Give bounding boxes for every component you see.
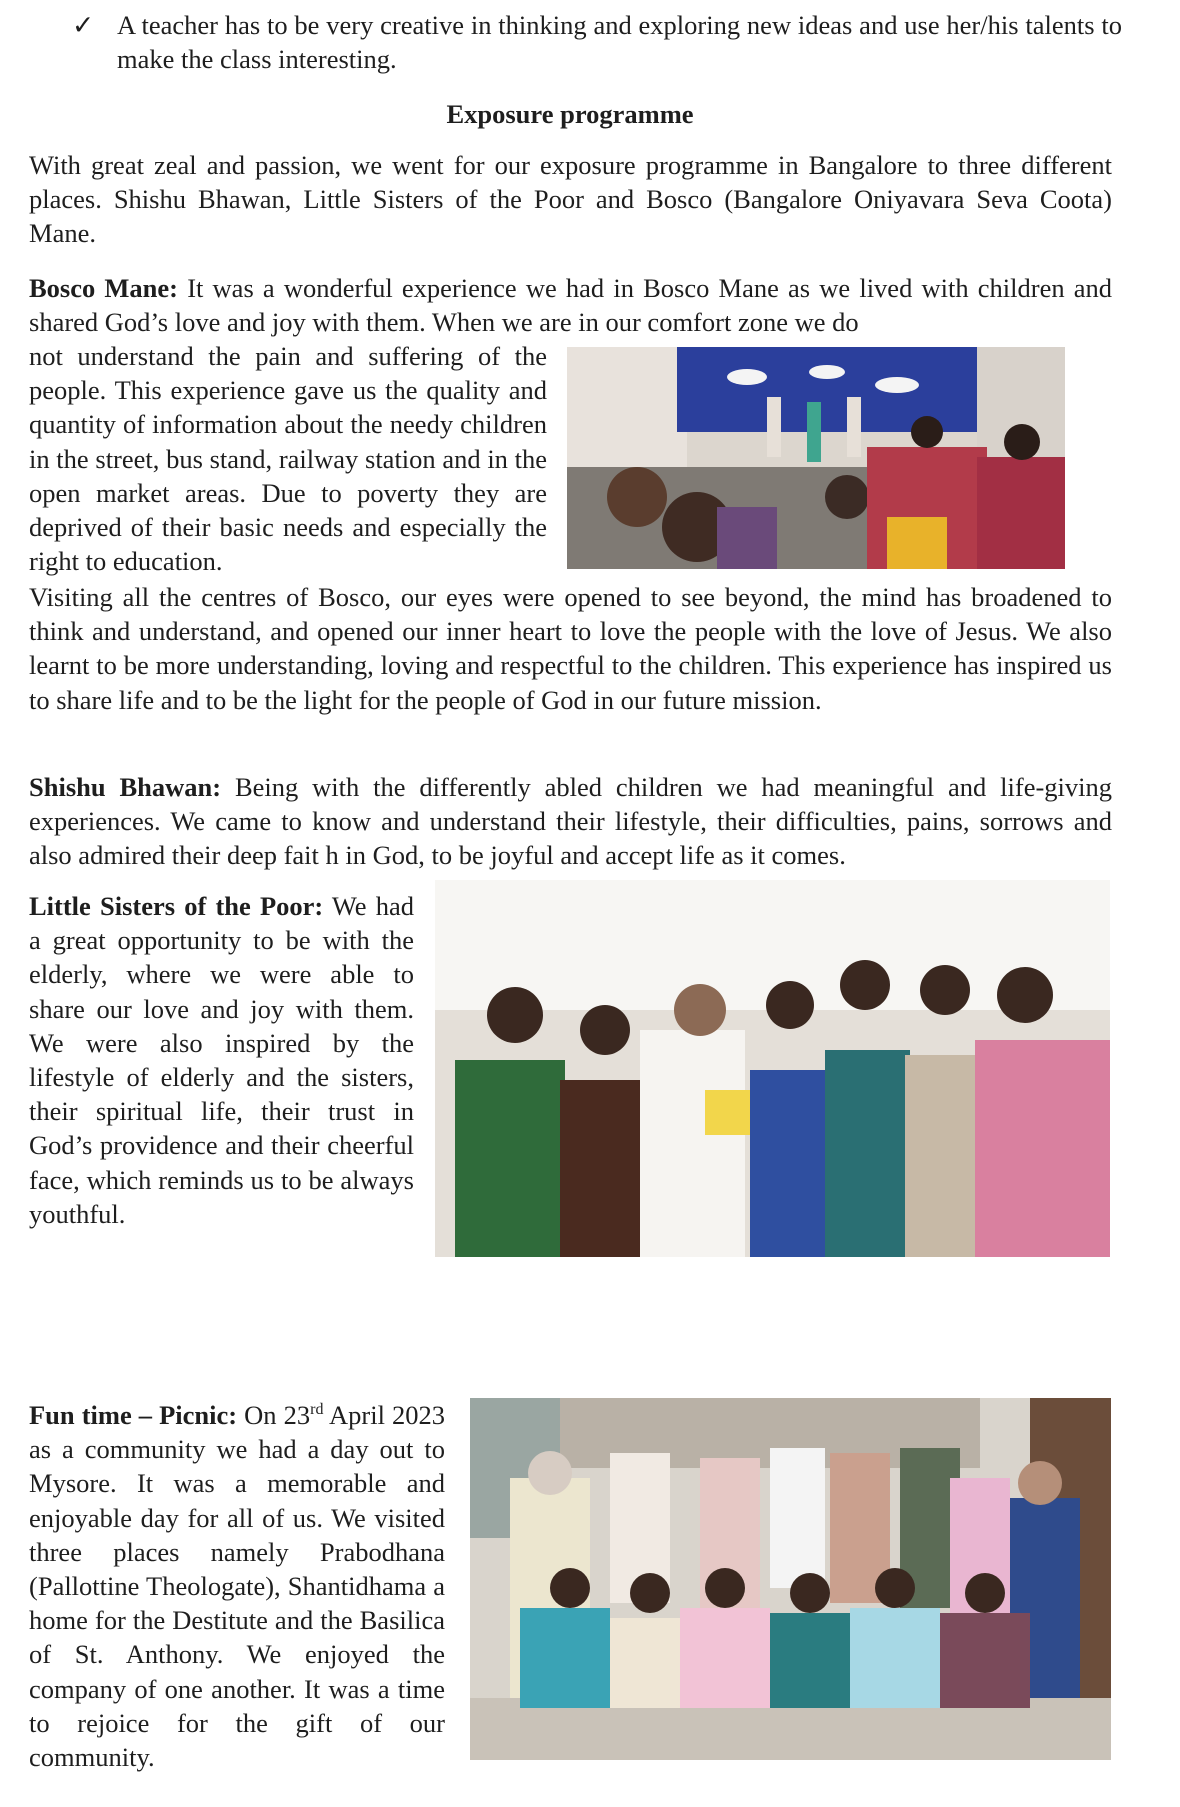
little-sisters-paragraph bbox=[29, 889, 414, 1231]
picnic-text: April 2023 as a community we had a day out to Mysore. It was a memorable and enjoyable day for all of us. We visited three places namely Prabodhana (Pallottine Theologate), Shantidhama a home for the Destitute and the Basilica of St. Anthony. We enjoyed the company of one another. It was a time to rejoice for the gift of our community. bbox=[29, 1400, 446, 1773]
bosco-dance-photo bbox=[567, 347, 1065, 569]
picnic-date-prefix: On 23 bbox=[244, 1400, 311, 1430]
picnic-paragraph bbox=[29, 1398, 445, 1774]
bosco-title: Bosco Mane: bbox=[29, 273, 179, 303]
picnic-date-suffix: rd bbox=[310, 1401, 324, 1419]
bullet-text: A teacher has to be very creative in thinking and exploring new ideas and use her/his talents to make the class interesting. bbox=[117, 10, 1122, 75]
shishu-paragraph bbox=[29, 770, 1112, 873]
intro-paragraph: With great zeal and passion, we went for our exposure programme in Bangalore to three different places. Shishu Bhawan, Little Sisters of the Poor and Bosco (Bangalore Oniyavara Seva Coota) Mane. bbox=[29, 150, 1112, 249]
bosco-lead-text: It was a wonderful experience we had in Bosco Mane as we lived with children and shared God’s love and joy with them. When we are in our comfort zone we do bbox=[29, 273, 1113, 338]
little-sisters-text: We had a great opportunity to be with the elderly, where we were able to share our love and joy with them. We were also inspired by the lifestyle of elderly and the sisters, their spiritual life, their trust in God’s providence and their cheerful face, which reminds us to be always youthful. bbox=[29, 891, 414, 1229]
section-heading: Exposure programme bbox=[446, 99, 694, 129]
bosco-lead-paragraph bbox=[29, 271, 1112, 339]
picnic-group-photo bbox=[470, 1398, 1111, 1760]
shishu-title: Shishu Bhawan: bbox=[29, 772, 222, 802]
picnic-title: Fun time – Picnic: bbox=[29, 1400, 238, 1430]
bosco-wrap-text: not understand the pain and suffering of the people. This experience gave us the quality and quantity of information about the needy children in the street, bus stand, railway station and in the open market areas. Due to poverty they are deprived of their basic needs and especially the right to education. bbox=[29, 341, 547, 577]
little-sisters-group-photo bbox=[435, 880, 1110, 1257]
little-sisters-title: Little Sisters of the Poor: bbox=[29, 891, 324, 921]
shishu-text: Being with the differently abled children we had meaningful and life-giving experiences. We came to know and understand their lifestyle, their difficulties, pains, sorrows and also admired their deep fait h in God, to be joyful and accept life as it comes. bbox=[29, 772, 1113, 871]
bullet-item bbox=[72, 8, 1122, 76]
bosco-rest-paragraph: Visiting all the centres of Bosco, our eyes were opened to see beyond, the mind has broadened to think and understand, and opened our inner heart to love the people with the love of Jesus. We also learnt to be more understanding, loving and respectful to the children. This experience has inspired us to share life and to be the light for the people of God in our future mission. bbox=[29, 582, 1112, 715]
check-icon: ✓ bbox=[72, 10, 95, 40]
